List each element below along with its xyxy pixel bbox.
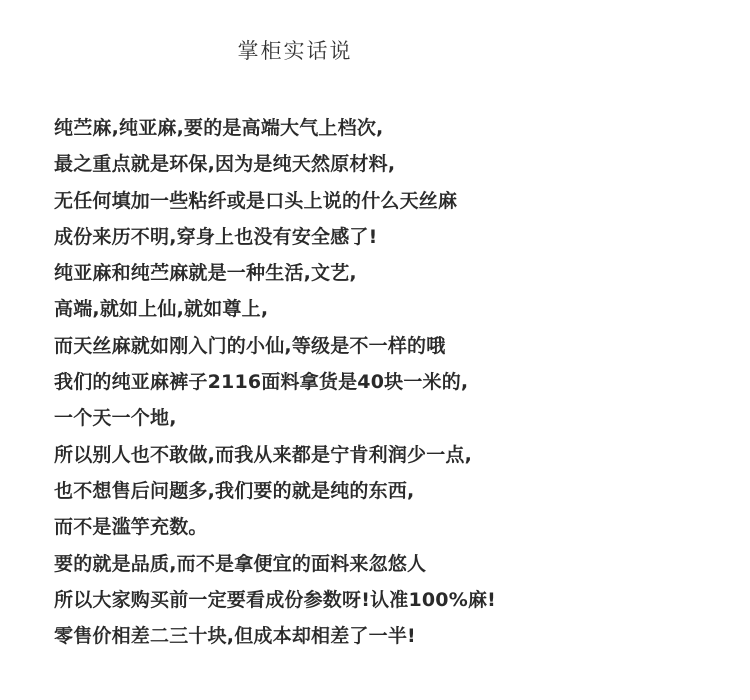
text-line: 一个天一个地,: [54, 407, 177, 430]
text-line: 我们的纯亚麻裤子2116面料拿货是40块一米的,: [54, 371, 469, 394]
text-line: 最之重点就是环保,因为是纯天然原材料,: [54, 153, 396, 176]
text-line: 所以别人也不敢做,而我从来都是宁肯利润少一点,: [54, 443, 473, 466]
text-line: 无任何填加一些粘纤或是口头上说的什么天丝麻: [54, 189, 458, 212]
text-line: 零售价相差二三十块,但成本却相差了一半!: [54, 625, 416, 648]
text-line: 而不是滥竽充数。: [54, 516, 208, 539]
document-body: [54, 110, 734, 654]
text-line: 也不想售后问题多,我们要的就是纯的东西,: [54, 479, 415, 502]
text-line: 而天丝麻就如刚入门的小仙,等级是不一样的哦: [54, 334, 446, 357]
text-line: 成份来历不明,穿身上也没有安全感了!: [54, 225, 378, 248]
text-line: 高端,就如上仙,就如尊上,: [54, 298, 269, 321]
text-line: 纯苎麻,纯亚麻,要的是高端大气上档次,: [54, 117, 384, 139]
text-line: 所以大家购买前一定要看成份参数呀!认准100%麻!: [54, 588, 497, 611]
document-title: 掌柜实话说: [237, 39, 353, 63]
text-line: 要的就是品质,而不是拿便宜的面料来忽悠人: [54, 552, 427, 575]
text-line: 纯亚麻和纯苎麻就是一种生活,文艺,: [54, 262, 357, 285]
